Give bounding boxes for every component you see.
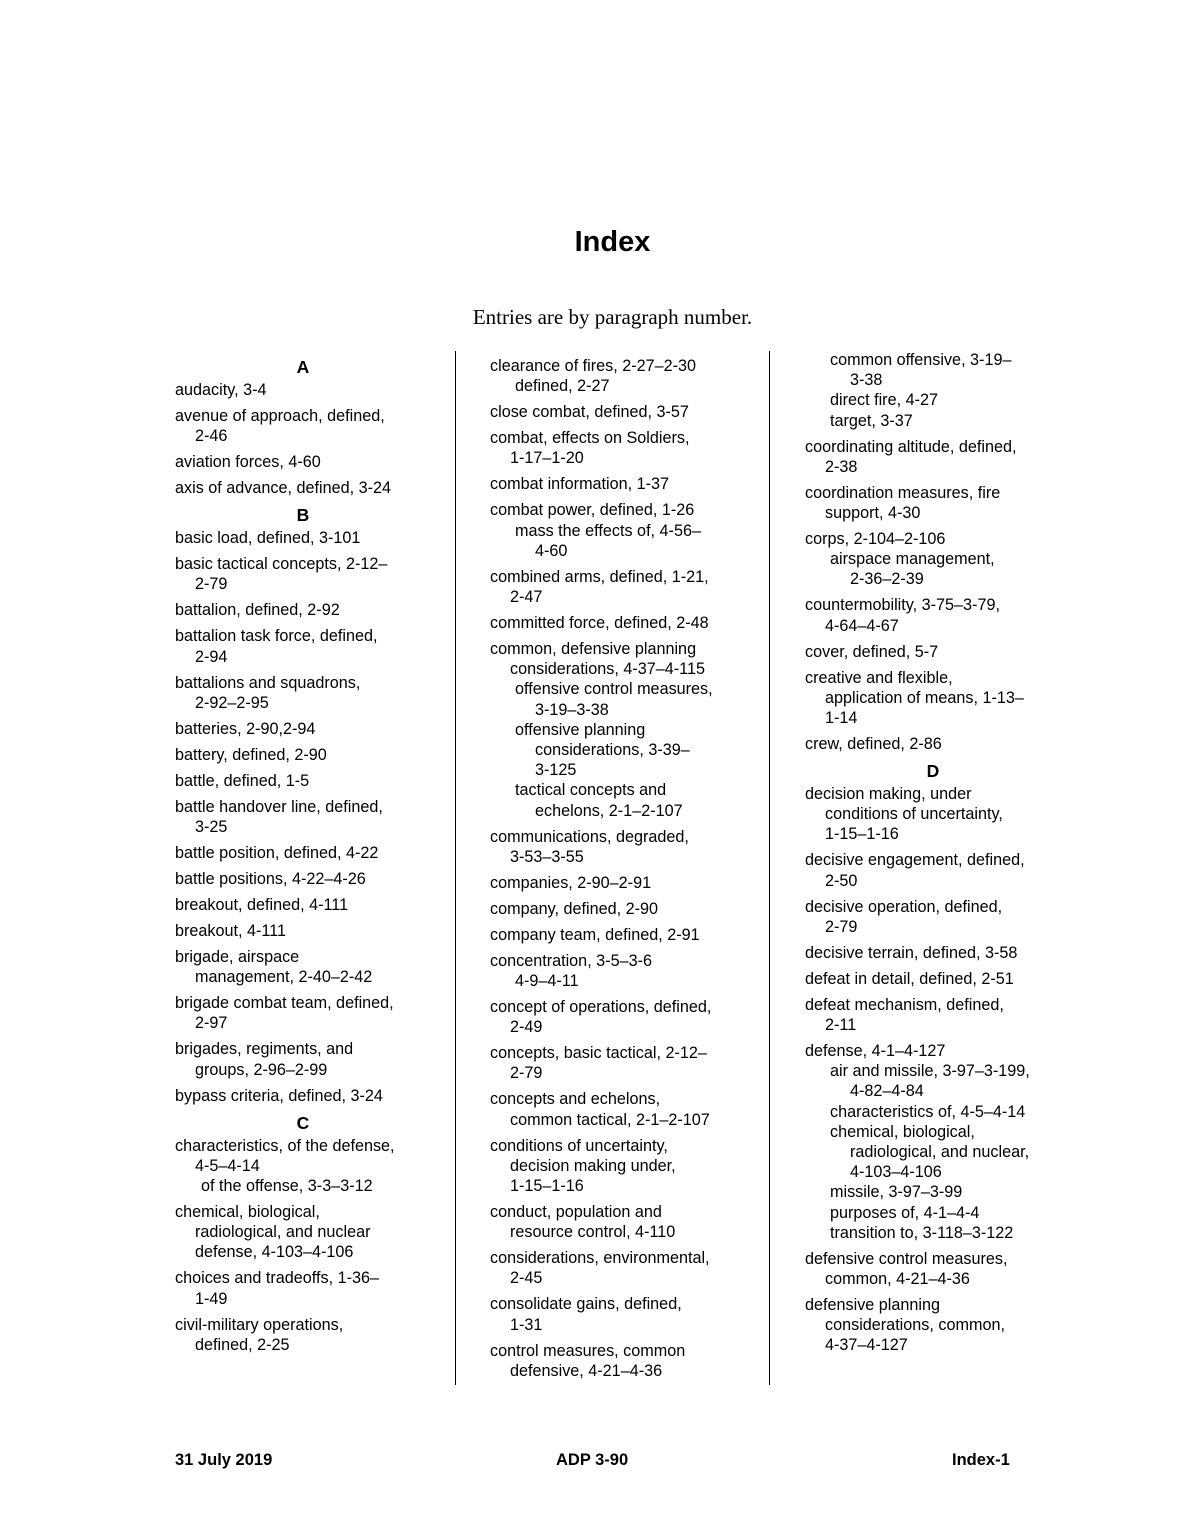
index-entry-line: breakout, 4-111 (175, 922, 286, 941)
index-entry-line: combat information, 1-37 (490, 475, 670, 494)
index-entry-line: defensive, 4-21–4-36 (510, 1361, 663, 1380)
index-entry-line: combat power, defined, 1-26 (490, 501, 695, 520)
column-divider (455, 351, 456, 1385)
index-entry-line: battle handover line, defined, (175, 797, 383, 816)
index-entry-line: common tactical, 2-1–2-107 (510, 1110, 710, 1129)
index-entry-line: tactical concepts and (515, 781, 667, 800)
index-entry-line: aviation forces, 4-60 (175, 453, 321, 472)
index-entry (805, 350, 1061, 431)
index-letter-heading: C (296, 1112, 310, 1133)
index-entry (490, 1043, 746, 1083)
index-entry (175, 528, 431, 548)
index-entry-line: 1-17–1-20 (510, 449, 584, 468)
index-entry-line: 1-15–1-16 (825, 825, 899, 844)
column-divider (769, 351, 770, 1385)
index-column-1 (175, 356, 431, 1361)
index-entry-line: company team, defined, 2-91 (490, 925, 700, 944)
index-entry-line: 3-19–3-38 (535, 700, 609, 719)
index-entry (805, 995, 1061, 1035)
index-entry-line: countermobility, 3-75–3-79, (805, 596, 1000, 615)
index-entry-line: defined, 2-25 (195, 1335, 290, 1354)
index-entry (490, 402, 746, 422)
index-entry-line: decisive terrain, defined, 3-58 (805, 943, 1018, 962)
index-entry-line: battle positions, 4-22–4-26 (175, 870, 366, 889)
index-entry-line: concepts and echelons, (490, 1090, 661, 1109)
index-entry-line: 1-49 (195, 1289, 228, 1308)
index-entry (805, 897, 1061, 937)
index-entry-line: communications, degraded, (490, 827, 689, 846)
index-entry (175, 626, 431, 666)
index-entry (175, 380, 431, 400)
index-entry-line: creative and flexible, (805, 668, 953, 687)
index-entry (490, 873, 746, 893)
index-entry (805, 969, 1061, 989)
index-entry-line: defensive control measures, (805, 1249, 1008, 1268)
index-entry-line: defense, 4-103–4-106 (195, 1243, 354, 1262)
index-entry (805, 734, 1061, 754)
index-entry (175, 921, 431, 941)
index-entry (175, 993, 431, 1033)
index-entry (490, 899, 746, 919)
index-entry-line: groups, 2-96–2-99 (195, 1060, 328, 1079)
index-entry-line: battery, defined, 2-90 (175, 745, 327, 764)
index-entry (805, 1041, 1061, 1243)
index-entry-line: common, defensive planning (490, 640, 697, 659)
index-entry-line: 4-82–4-84 (850, 1082, 924, 1101)
index-entry-line: audacity, 3-4 (175, 381, 267, 399)
index-entry-line: civil-military operations, (175, 1315, 344, 1334)
index-entry (490, 428, 746, 468)
index-entry-line: combat, effects on Soldiers, (490, 429, 690, 448)
index-entry-line: coordinating altitude, defined, (805, 437, 1017, 456)
index-entry-line: purposes of, 4-1–4-4 (830, 1203, 980, 1222)
index-entry (175, 947, 431, 987)
index-entry-line: echelons, 2-1–2-107 (535, 801, 683, 820)
index-entry-line: brigade combat team, defined, (175, 994, 394, 1013)
index-entry-line: 2-79 (825, 917, 858, 936)
index-entry-line: missile, 3-97–3-99 (830, 1183, 963, 1202)
index-entry (490, 827, 746, 867)
footer-publication: ADP 3-90 (556, 1451, 629, 1469)
index-entry (490, 500, 746, 561)
index-entry-line: corps, 2-104–2-106 (805, 530, 946, 549)
index-entry-line: company, defined, 2-90 (490, 899, 658, 918)
index-entry (175, 452, 431, 472)
index-entry (805, 1249, 1061, 1289)
index-entry-line: considerations, common, (825, 1316, 1005, 1335)
index-entry (490, 1136, 746, 1197)
index-entry-line: coordination measures, fire (805, 483, 1001, 502)
index-entry-line: characteristics, of the defense, (175, 1136, 395, 1155)
index-entry (175, 895, 431, 915)
index-entry-line: 4-64–4-67 (825, 616, 899, 635)
index-entry-line: 3-25 (195, 818, 228, 837)
index-entry (805, 850, 1061, 890)
index-entry-line: air and missile, 3-97–3-199, (830, 1062, 1030, 1081)
index-entry (805, 668, 1061, 729)
index-entry-line: 2-36–2-39 (850, 570, 924, 589)
index-entry-line: 3-53–3-55 (510, 847, 584, 866)
index-entry-line: 4-60 (535, 541, 568, 560)
index-entry-line: decision making, under (805, 785, 972, 804)
index-entry-line: application of means, 1-13– (825, 688, 1024, 707)
index-entry-line: clearance of fires, 2-27–2-30 (490, 357, 697, 375)
index-entry (805, 784, 1061, 845)
index-entry-line: 1-14 (825, 709, 858, 728)
index-entry-line: direct fire, 4-27 (830, 391, 938, 410)
index-entry-line: 2-45 (510, 1269, 543, 1288)
index-entry (175, 478, 431, 498)
index-entry-line: close combat, defined, 3-57 (490, 403, 689, 422)
index-entry-line: basic load, defined, 3-101 (175, 529, 361, 548)
index-entry (490, 925, 746, 945)
index-entry-line: control measures, common (490, 1341, 686, 1360)
index-entry-line: 3-38 (850, 371, 883, 390)
index-entry-line: 2-79 (195, 575, 228, 594)
index-entry-line: 2-49 (510, 1018, 543, 1037)
index-entry-line: concept of operations, defined, (490, 998, 712, 1017)
index-entry-line: mass the effects of, 4-56– (515, 521, 701, 540)
index-entry-line: 2-79 (510, 1064, 543, 1083)
index-entry (175, 1315, 431, 1355)
index-entry-line: 2-46 (195, 427, 228, 446)
index-entry (490, 567, 746, 607)
index-entry (175, 1268, 431, 1308)
index-entry (175, 843, 431, 863)
index-entry-line: transition to, 3-118–3-122 (830, 1223, 1014, 1242)
index-entry (805, 437, 1061, 477)
index-entry (490, 997, 746, 1037)
index-entry-line: defined, 2-27 (515, 377, 610, 396)
index-entry-line: 4-9–4-11 (515, 972, 579, 991)
index-letter-heading: B (296, 505, 310, 526)
index-entry-line: common offensive, 3-19– (830, 351, 1012, 369)
index-entry (490, 1202, 746, 1242)
index-entry-line: 4-103–4-106 (850, 1163, 942, 1182)
index-entry-line: target, 3-37 (830, 411, 913, 430)
index-entry-line: 4-37–4-127 (825, 1336, 908, 1355)
index-entry-line: defensive planning (805, 1296, 941, 1315)
index-entry-line: battle position, defined, 4-22 (175, 844, 379, 863)
index-entry (175, 673, 431, 713)
index-entry-line: 2-47 (510, 588, 543, 607)
index-entry-line: consolidate gains, defined, (490, 1295, 682, 1314)
footer-date: 31 July 2019 (175, 1451, 273, 1469)
index-entry-line: crew, defined, 2-86 (805, 735, 942, 754)
index-entry-line: 2-97 (195, 1014, 228, 1033)
index-entry-line: defeat in detail, defined, 2-51 (805, 969, 1014, 988)
index-entry-line: 2-94 (195, 647, 228, 666)
index-entry (805, 943, 1061, 963)
index-entry (490, 1341, 746, 1381)
index-entry (175, 745, 431, 765)
index-entry-line: combined arms, defined, 1-21, (490, 567, 709, 586)
index-entry-line: cover, defined, 5-7 (805, 642, 939, 661)
page-title: Index (574, 226, 651, 258)
index-entry (175, 1202, 431, 1263)
index-entry-line: defense, 4-1–4-127 (805, 1042, 946, 1061)
index-entry-line: support, 4-30 (825, 504, 921, 523)
index-column-2 (490, 356, 746, 1387)
index-entry-line: batteries, 2-90,2-94 (175, 719, 316, 738)
index-entry (490, 356, 746, 396)
index-entry-line: concepts, basic tactical, 2-12– (490, 1044, 707, 1063)
index-entry (175, 1039, 431, 1079)
index-entry (175, 869, 431, 889)
index-entry-line: axis of advance, defined, 3-24 (175, 479, 391, 498)
index-entry-line: battle, defined, 1-5 (175, 771, 310, 790)
index-entry-line: conditions of uncertainty, (825, 805, 1003, 824)
index-entry-line: chemical, biological, (175, 1203, 320, 1222)
index-entry (175, 1136, 431, 1197)
index-entry-line: conditions of uncertainty, (490, 1136, 668, 1155)
index-entry (805, 483, 1061, 523)
index-entry-line: 2-38 (825, 457, 858, 476)
index-entry-line: basic tactical concepts, 2-12– (175, 555, 388, 574)
index-entry-line: 2-11 (825, 1016, 857, 1035)
index-entry (175, 600, 431, 620)
index-entry-line: breakout, defined, 4-111 (175, 896, 349, 915)
index-entry (490, 474, 746, 494)
index-entry (805, 595, 1061, 635)
index-entry-line: characteristics of, 4-5–4-14 (830, 1102, 1026, 1121)
index-entry-line: brigades, regiments, and (175, 1040, 354, 1059)
index-entry-line: 2-92–2-95 (195, 693, 269, 712)
index-entry-line: companies, 2-90–2-91 (490, 873, 652, 892)
index-entry (490, 1294, 746, 1334)
footer-page-number: Index-1 (952, 1451, 1010, 1469)
index-entry (175, 797, 431, 837)
index-entry-line: 1-31 (510, 1315, 543, 1334)
index-entry-line: radiological, and nuclear (195, 1223, 371, 1242)
index-entry (490, 951, 746, 991)
index-entry (805, 642, 1061, 662)
page-subtitle: Entries are by paragraph number. (472, 305, 753, 329)
index-entry (490, 639, 746, 821)
index-entry-line: 1-15–1-16 (510, 1177, 584, 1196)
index-column-3 (805, 350, 1061, 1361)
index-entry (490, 613, 746, 633)
index-entry-line: common, 4-21–4-36 (825, 1270, 970, 1289)
index-entry-line: radiological, and nuclear, (850, 1143, 1030, 1162)
index-entry-line: avenue of approach, defined, (175, 407, 385, 425)
index-entry (175, 1086, 431, 1106)
index-entry-line: decisive operation, defined, (805, 897, 1003, 916)
index-entry (490, 1248, 746, 1288)
index-entry (175, 554, 431, 594)
index-entry (805, 1295, 1061, 1356)
index-entry-line: considerations, 4-37–4-115 (510, 660, 705, 679)
index-entry-line: 2-50 (825, 871, 858, 890)
index-entry-line: defeat mechanism, defined, (805, 995, 1004, 1014)
index-entry-line: management, 2-40–2-42 (195, 968, 373, 987)
index-entry-line: battalion, defined, 2-92 (175, 601, 340, 620)
index-letter-heading: A (296, 357, 310, 377)
index-entry-line: committed force, defined, 2-48 (490, 614, 709, 633)
index-entry-line: offensive control measures, (515, 680, 713, 699)
index-entry-line: 4-5–4-14 (195, 1156, 260, 1175)
index-entry-line: airspace management, (830, 550, 995, 569)
index-entry-line: considerations, 3-39– (535, 741, 690, 760)
index-entry-line: decision making under, (510, 1156, 676, 1175)
index-entry (490, 1089, 746, 1129)
index-entry (175, 406, 431, 446)
index-entry-line: 3-125 (535, 761, 577, 780)
index-entry-line: choices and tradeoffs, 1-36– (175, 1269, 379, 1288)
index-entry-line: battalion task force, defined, (175, 627, 378, 646)
index-entry-line: decisive engagement, defined, (805, 851, 1025, 870)
index-entry-line: resource control, 4-110 (510, 1223, 676, 1242)
index-entry-line: offensive planning (515, 720, 646, 739)
index-entry (175, 771, 431, 791)
index-entry-line: battalions and squadrons, (175, 673, 361, 692)
index-entry-line: chemical, biological, (830, 1122, 975, 1141)
index-entry-line: considerations, environmental, (490, 1249, 710, 1268)
index-entry-line: bypass criteria, defined, 3-24 (175, 1086, 383, 1105)
index-entry-line: concentration, 3-5–3-6 (490, 951, 652, 970)
index-entry-line: brigade, airspace (175, 948, 300, 967)
index-entry-line: of the offense, 3-3–3-12 (201, 1177, 373, 1196)
index-entry-line: conduct, population and (490, 1203, 662, 1222)
index-letter-heading: D (926, 761, 940, 782)
index-entry (175, 719, 431, 739)
index-entry (805, 529, 1061, 590)
